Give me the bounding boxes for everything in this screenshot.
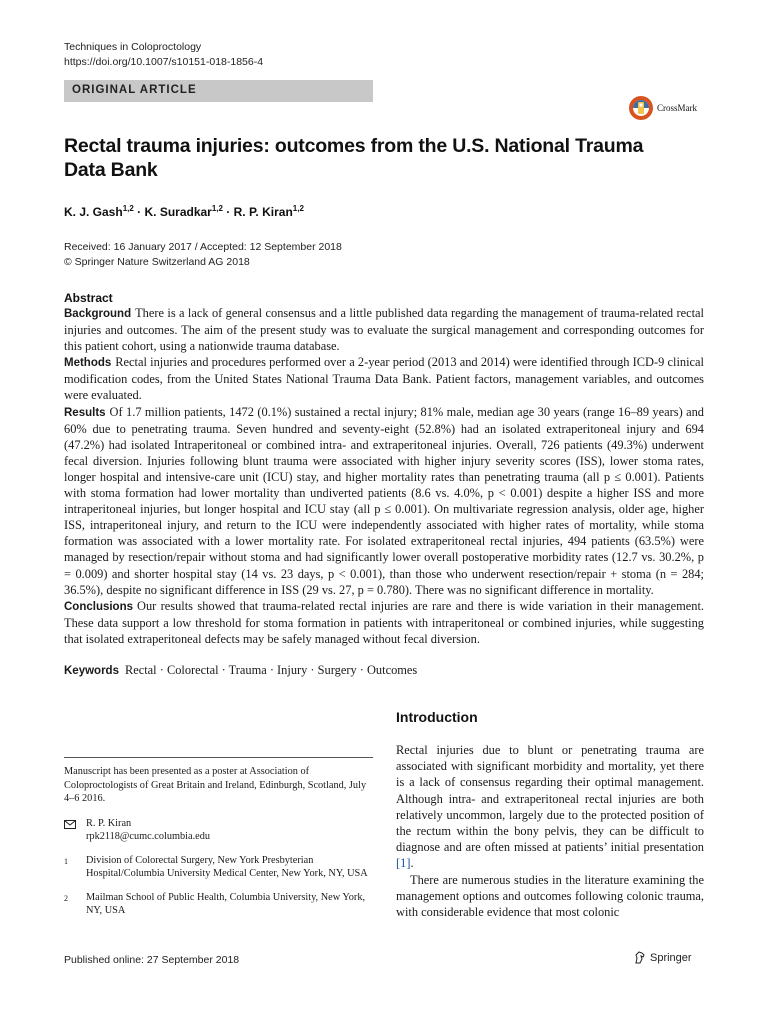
- crossmark-badge[interactable]: [628, 92, 704, 124]
- corresponding-name: R. P. Kiran: [86, 817, 132, 829]
- keywords-label: Keywords: [64, 665, 119, 677]
- affiliation-number: 1: [64, 856, 68, 866]
- paragraph-end: .: [410, 856, 414, 871]
- springer-horse-icon: [634, 951, 646, 964]
- abstract-section-text: Our results showed that trauma-related rectal injuries are rare and there is wide variation in their management. These data support a low threshold for stoma formation in patients with intraperitoneal or combined injuries, while suggesting that isolated extraperitoneal defects may be safely managed without fecal diversion.: [64, 598, 704, 646]
- introduction-paragraph: There are numerous studies in the literature examining the management options and outcomes following colonic trauma, with considerable evidence that most colonic: [396, 872, 704, 920]
- abstract-section-label: Methods: [64, 357, 112, 370]
- abstract-results: [64, 404, 704, 598]
- affiliation-number: 2: [64, 893, 68, 903]
- abstract-background: [64, 305, 704, 354]
- article-dates: [64, 240, 342, 270]
- received-accepted: Received: 16 January 2017 / Accepted: 12 September 2018: [64, 241, 342, 253]
- footnote-divider: [64, 757, 373, 758]
- affiliation-text: Division of Colorectal Surgery, New York Presbyterian Hospital/Columbia University Medical Center, New York, NY, USA: [86, 854, 368, 879]
- abstract-section-text: There is a lack of general consensus and a little published data regarding the management of trauma-related rectal injuries and outcomes. The aim of the present study was to evaluate the surgical management and corresponding outcomes for this patient cohort, using a nationwide trauma database.: [64, 306, 704, 354]
- keywords-text: Rectal · Colorectal · Trauma · Injury · Surgery · Outcomes: [124, 663, 418, 677]
- introduction-heading: Introduction: [396, 709, 478, 725]
- author-name[interactable]: K. Suradkar: [144, 205, 212, 219]
- affiliation-item: [64, 891, 373, 918]
- published-date: Published online: 27 September 2018: [64, 954, 240, 966]
- author-name[interactable]: R. P. Kiran: [233, 205, 293, 219]
- article-title: Rectal trauma injuries: outcomes from the U.S. National Trauma Data Bank: [64, 135, 644, 181]
- author-affiliation: 1,2: [211, 204, 223, 213]
- publisher-name: Springer: [650, 951, 692, 964]
- citation-link[interactable]: [1]: [396, 856, 411, 871]
- corresponding-email[interactable]: rpk2118@cumc.columbia.edu: [86, 831, 211, 842]
- abstract-conclusions: [64, 598, 704, 647]
- introduction-body: [396, 742, 704, 920]
- abstract-section-text: Rectal injuries and procedures performed over a 2-year period (2013 and 2014) were identified through ICD-9 clinical modification codes, from the United States National Trauma Data Bank. Patient factors, management variables, and outcomes were evaluated.: [64, 355, 704, 403]
- abstract-methods: [64, 354, 704, 403]
- affiliation-text: Mailman School of Public Health, Columbia University, New York, NY, USA: [86, 891, 366, 916]
- crossmark-icon: [628, 95, 654, 121]
- copyright-line: © Springer Nature Switzerland AG 2018: [64, 256, 250, 268]
- crossmark-label: CrossMark: [657, 103, 697, 113]
- author-name[interactable]: K. J. Gash: [64, 205, 123, 219]
- author-affiliation: 1,2: [122, 204, 134, 213]
- article-type-banner: ORIGINAL ARTICLE: [64, 80, 373, 102]
- envelope-icon: [64, 817, 86, 844]
- abstract-body: [64, 305, 704, 647]
- journal-name: Techniques in Coloproctology: [64, 41, 202, 53]
- abstract-section-label: Background: [64, 308, 132, 320]
- introduction-paragraph: [396, 742, 704, 872]
- keywords-line: [64, 663, 417, 678]
- abstract-section-text: Of 1.7 million patients, 1472 (0.1%) sustained a rectal injury; 81% male, median age 30 years (range 16–89 years) and 60% due to penetrating trauma. Seven hundred and seventy-eight (52.8%) had an isolated extraperitoneal injury and 694 (47.2%) had isolated Intraperitoneal or combined intra- and extraperitoneal injuries. Overall, 726 patients (49.3%) underwent fecal diversion. Injuries following blunt trauma were associated with higher injury severity scores (ISS), lower stoma rates, longer hospital and intensive-care unit (ICU) stay, and higher mortality rates than penetrating trauma (all p ≤ 0.001). Patients with stoma formation had lower mortality than undiverted patients (8.6 vs. 4.0%, p < 0.001) despite a higher ISS and more intraperitoneal injuries, but longer hospital and ICU stay (all p ≤ 0.001). On multivariate regression analysis, older age, higher ISS, intraperitoneal injury, and return to the ICU were independently associated with higher rates of mortality, while stoma formation was associated with a lower mortality rate. For isolated extraperitoneal rectal injuries, 494 patients (63.5%) were managed by resection/repair without stoma and had significantly lower overall postoperative morbidity rates (12.7 vs. 30.2%, p = 0.009) and shorter hospital stay (14 vs. 23 days, p < 0.001), than those who underwent resection/repair + stoma (n = 284; 36.5%), despite no significant difference in ISS (29 vs. 27, p = 0.780). There was no significant difference in mortality.: [64, 404, 704, 597]
- presentation-note: Manuscript has been presented as a poster at Association of Coloproctologists of Great Britain and Ireland, Edinburgh, Scotland, July 4–6 2016.: [64, 766, 367, 804]
- journal-header: [64, 40, 263, 70]
- author-separator: ·: [133, 205, 145, 219]
- abstract-section-label: Results: [64, 406, 106, 419]
- doi-link[interactable]: https://doi.org/10.1007/s10151-018-1856-4: [64, 56, 264, 68]
- abstract-heading: Abstract: [64, 291, 113, 305]
- publisher-logo: [634, 951, 692, 964]
- footnotes: [64, 765, 373, 928]
- paragraph-text: Rectal injuries due to blunt or penetrating trauma are associated with significant morbidity and mortality, yet there is a lack of consensus regarding their optimal management. Although intra- and extraperitoneal rectal injuries are both relatively uncommon, largely due to the protected position of the rectum within the bony pelvis, they can be difficult to diagnose and are often missed at patients’ initial presentation: [396, 743, 704, 855]
- corresponding-author: [64, 817, 373, 844]
- author-affiliation: 1,2: [292, 204, 304, 213]
- author-list: [64, 204, 304, 219]
- abstract-section-label: Conclusions: [64, 600, 134, 613]
- affiliation-item: [64, 854, 373, 881]
- author-separator: ·: [222, 205, 234, 219]
